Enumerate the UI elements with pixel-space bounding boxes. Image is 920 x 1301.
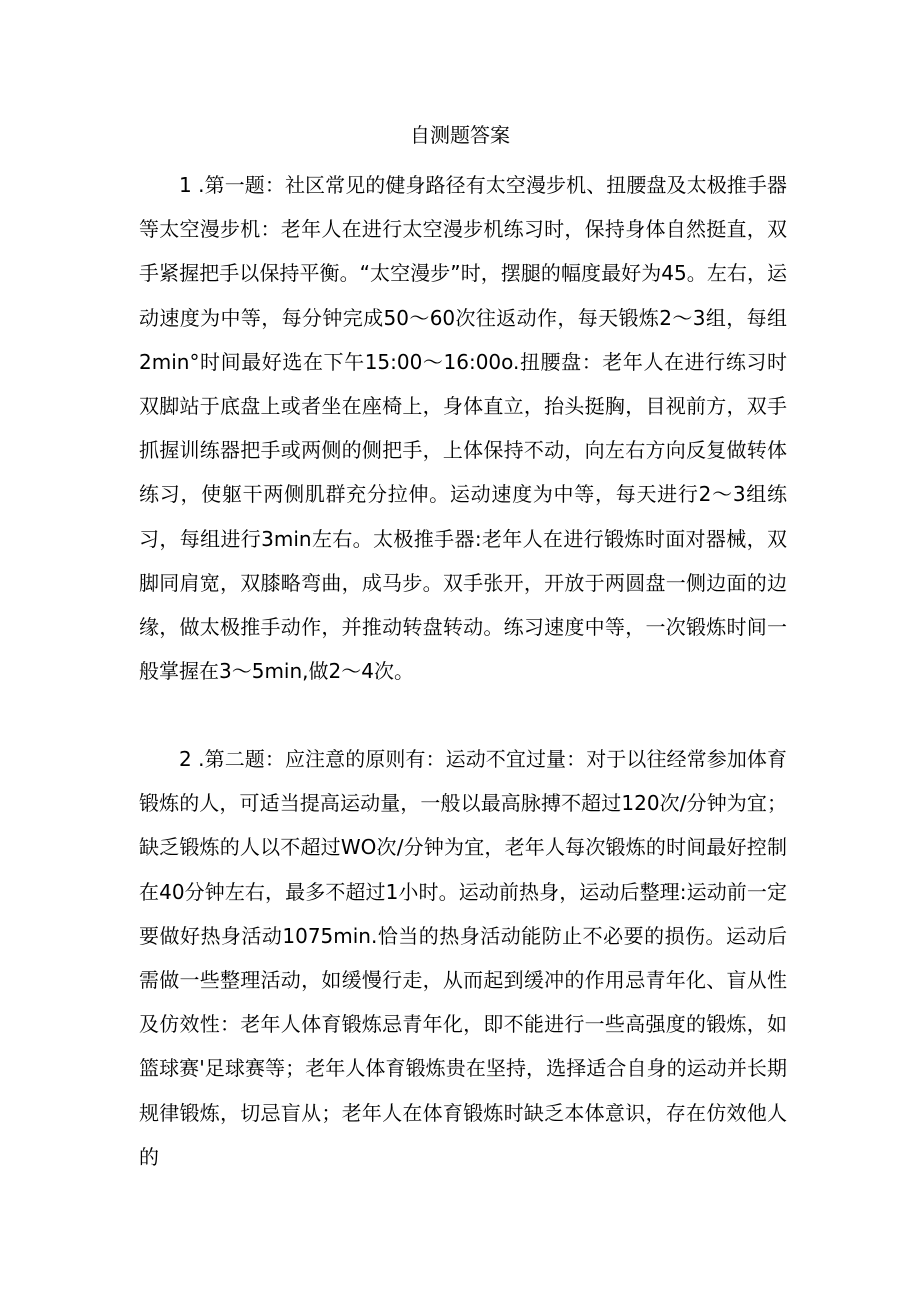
document-title: 自测题答案 <box>410 123 510 147</box>
answer-paragraph-2: 2 .第二题：应注意的原则有：运动不宜过量：对于以往经常参加体育锻炼的人，可适当提高运动量，一般以最高脉搏不超过120次/分钟为宜；缺乏锻炼的人以不超过WO次/分钟为宜，老年人每次锻炼的时间最好控制在40分钟左右，最多不超过1小时。运动前热身，运动后整理:运动前一定要做好热身活动1075min.恰当的热身活动能防止不必要的损伤。运动后需做一些整理活动，如缓慢行走，从而起到缓冲的作用忌青年化、盲从性及仿效性：老年人体育锻炼忌青年化，即不能进行一些高强度的锻炼，如篮球赛'足球赛等；老年人体育锻炼贵在坚持，选择适合自身的运动并长期规律锻炼，切忌盲从；老年人在体育锻炼时缺乏本体意识，存在仿效他人的 <box>139 747 787 1169</box>
answer-paragraph-1: 1 .第一题：社区常见的健身路径有太空漫步机、扭腰盘及太极推手器等太空漫步机：老年人在进行太空漫步机练习时，保持身体自然挺直，双手紧握把手以保持平衡。“太空漫步”时，摆腿的幅度最好为45。左右，运动速度为中等，每分钟完成50〜60次往返动作，每天锻炼2〜3组，每组2min°时间最好选在下午15:00〜16:00o.扭腰盘：老年人在进行练习时双脚站于底盘上或者坐在座椅上，身体直立，抬头挺胸，目视前方，双手抓握训练器把手或两侧的侧把手，上体保持不动，向左右方向反复做转体练习，使躯干两侧肌群充分拉伸。运动速度为中等，每天进行2〜3组练习，每组进行3min左右。太极推手器:老年人在进行锻炼时面对器械，双脚同肩宽，双膝略弯曲，成马步。双手张开，开放于两圆盘一侧边面的边缘，做太极推手动作，并推动转盘转动。练习速度中等，一次锻炼时间一般掌握在3〜5min,做2〜4次。 <box>139 173 787 684</box>
